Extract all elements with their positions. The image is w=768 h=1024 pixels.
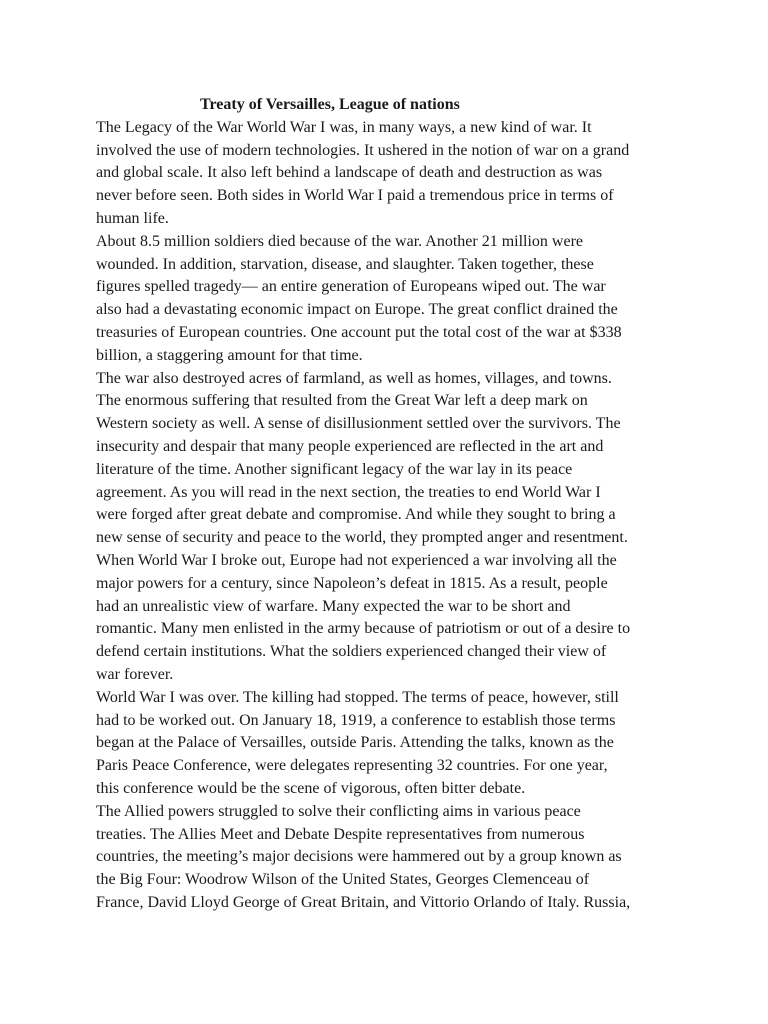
document-body (96, 94, 676, 915)
text-line: The war also destroyed acres of farmland, as well as homes, villages, and towns. (96, 369, 612, 387)
text-line: wounded. In addition, starvation, disease, and slaughter. Taken together, these (96, 255, 594, 273)
text-line: France, David Lloyd George of Great Britain, and Vittorio Orlando of Italy. Russia, (96, 893, 631, 911)
paragraph (96, 117, 676, 231)
text-line: human life. (96, 209, 169, 227)
text-line: involved the use of modern technologies. It ushered in the notion of war on a grand (96, 141, 630, 159)
text-line: began at the Palace of Versailles, outside Paris. Attending the talks, known as the (96, 734, 614, 752)
text-line: the Big Four: Woodrow Wilson of the United States, Georges Clemenceau of (96, 871, 590, 889)
text-line: treaties. The Allies Meet and Debate Despite representatives from numerous (96, 825, 585, 843)
text-line: this conference would be the scene of vigorous, often bitter debate. (96, 779, 526, 797)
text-line: never before seen. Both sides in World War I paid a tremendous price in terms of (96, 187, 614, 205)
paragraph (96, 550, 676, 687)
text-line: major powers for a century, since Napoleon’s defeat in 1815. As a result, people (96, 574, 608, 592)
text-line: figures spelled tragedy— an entire generation of Europeans wiped out. The war (96, 278, 606, 296)
text-line: had to be worked out. On January 18, 1919, a conference to establish those terms (96, 711, 616, 729)
text-line: When World War I broke out, Europe had not experienced a war involving all the (96, 551, 617, 569)
text-line: Paris Peace Conference, were delegates representing 32 countries. For one year, (96, 757, 608, 775)
text-line: countries, the meeting’s major decisions were hammered out by a group known as (96, 848, 622, 866)
text-line: The Legacy of the War World War I was, in many ways, a new kind of war. It (96, 118, 592, 136)
text-line: The Allied powers struggled to solve their conflicting aims in various peace (96, 802, 581, 820)
text-line: The enormous suffering that resulted from the Great War left a deep mark on (96, 392, 588, 410)
text-line: agreement. As you will read in the next section, the treaties to end World War I (96, 483, 601, 501)
text-line: had an unrealistic view of warfare. Many expected the war to be short and (96, 597, 571, 615)
text-line: war forever. (96, 665, 174, 683)
text-line: literature of the time. Another significant legacy of the war lay in its peace (96, 460, 573, 478)
text-line: About 8.5 million soldiers died because of the war. Another 21 million were (96, 232, 584, 250)
text-line: insecurity and despair that many people experienced are reflected in the art and (96, 437, 604, 455)
text-line: treasuries of European countries. One account put the total cost of the war at $338 (96, 323, 622, 341)
text-line: billion, a staggering amount for that time. (96, 346, 363, 364)
paragraph (96, 801, 676, 915)
paragraph (96, 368, 676, 550)
document-title: Treaty of Versailles, League of nations (200, 96, 460, 113)
text-line: new sense of security and peace to the world, they prompted anger and resentment. (96, 529, 628, 547)
text-line: also had a devastating economic impact on Europe. The great conflict drained the (96, 301, 618, 319)
text-line: and global scale. It also left behind a landscape of death and destruction as was (96, 164, 603, 182)
paragraph (96, 687, 676, 801)
text-line: Western society as well. A sense of disillusionment settled over the survivors. The (96, 415, 621, 433)
text-line: defend certain institutions. What the soldiers experienced changed their view of (96, 643, 607, 661)
text-line: romantic. Many men enlisted in the army because of patriotism or out of a desire to (96, 620, 631, 638)
paragraph-list (96, 117, 676, 915)
text-line: were forged after great debate and compromise. And while they sought to bring a (96, 506, 616, 524)
paragraph (96, 231, 676, 368)
text-line: World War I was over. The killing had stopped. The terms of peace, however, still (96, 688, 619, 706)
